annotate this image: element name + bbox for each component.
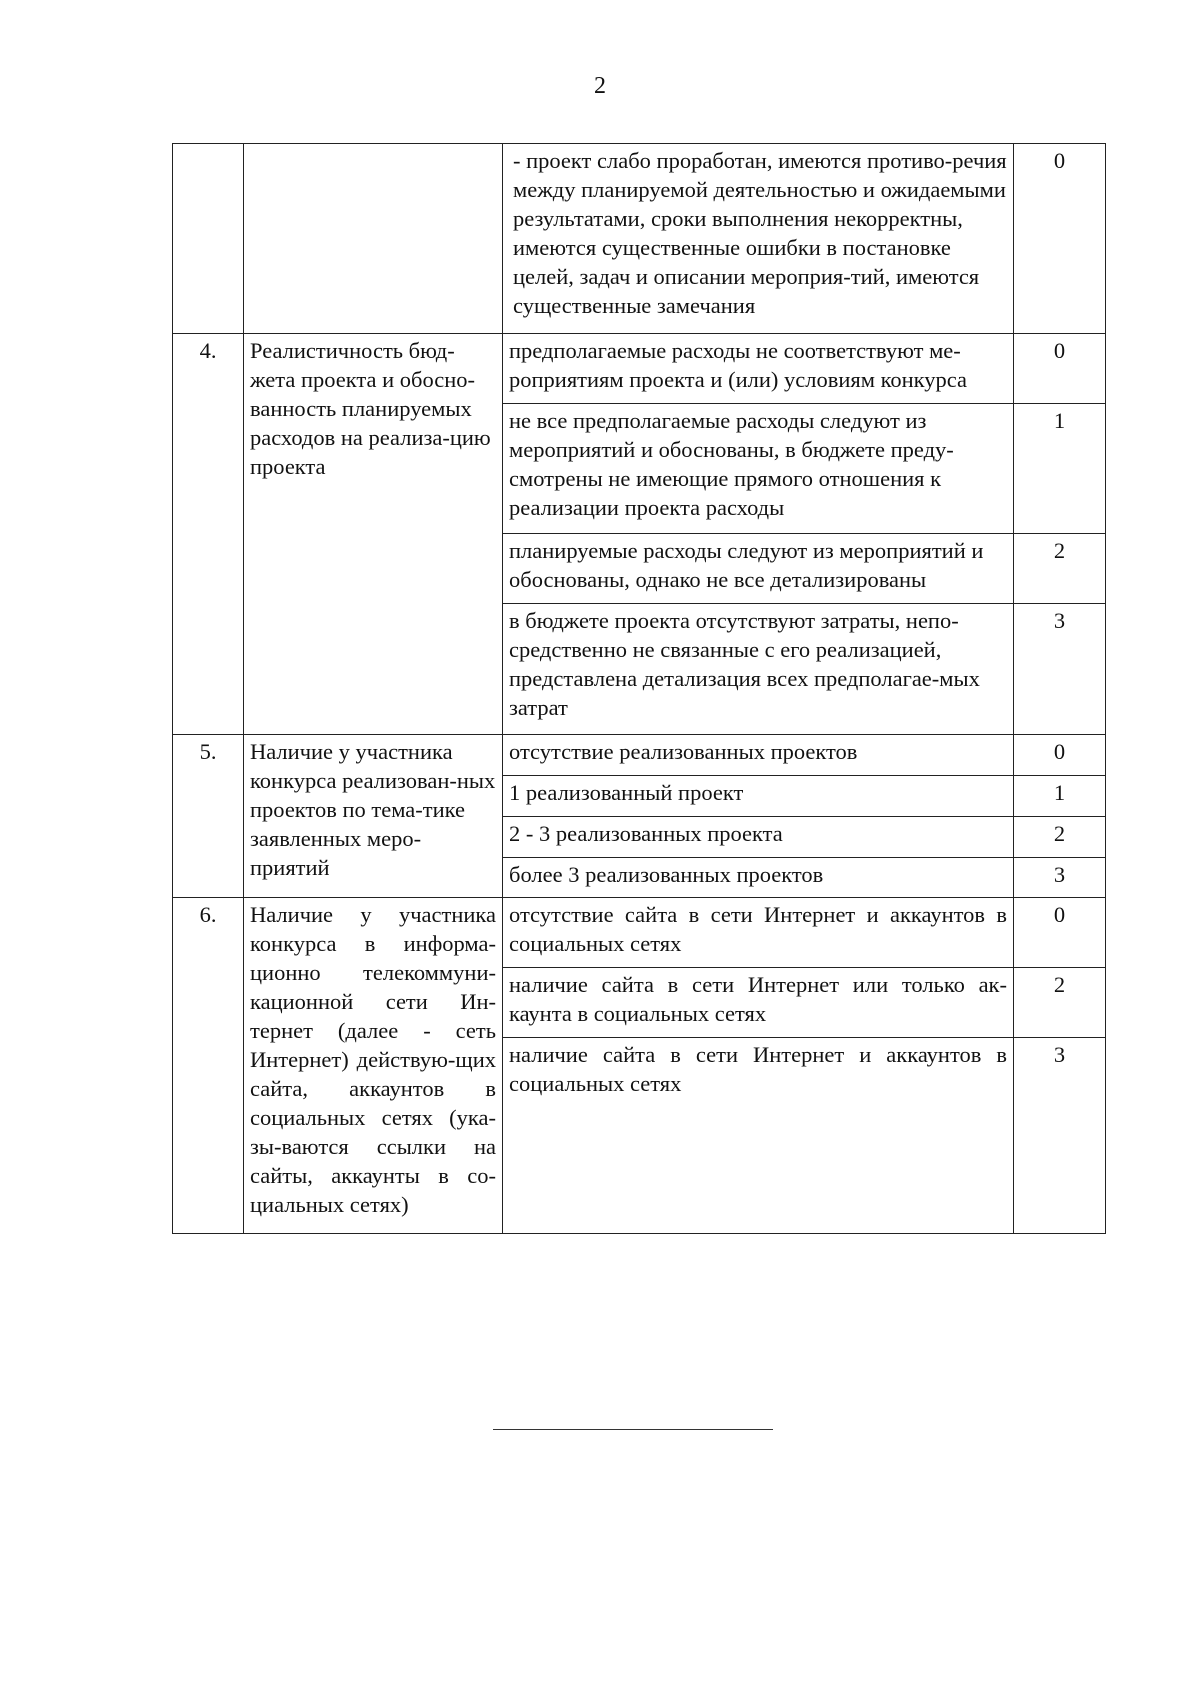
table-row bbox=[173, 735, 1106, 776]
level-score: 3 bbox=[1014, 604, 1106, 735]
table-row bbox=[173, 898, 1106, 968]
page-number: 2 bbox=[594, 73, 606, 99]
level-score: 1 bbox=[1014, 776, 1106, 817]
criterion-number: 6. bbox=[173, 898, 244, 1234]
level-score: 0 bbox=[1014, 735, 1106, 776]
criterion-name: Наличие у участника конкурса реализован-ных проектов по тема-тике заявленных меро-приятий bbox=[244, 735, 503, 898]
criteria-table bbox=[172, 143, 1106, 1234]
level-score: 2 bbox=[1014, 817, 1106, 858]
footer-rule bbox=[493, 1429, 773, 1430]
criterion-name: Реалистичность бюд-жета проекта и обосно-ванность планируемых расходов на реализа-цию проекта bbox=[244, 334, 503, 735]
level-score: 3 bbox=[1014, 1038, 1106, 1234]
criterion-number: 4. bbox=[173, 334, 244, 735]
level-description: отсутствие реализованных проектов bbox=[503, 735, 1014, 776]
level-description: в бюджете проекта отсутствуют затраты, непо-средственно не связанные с его реализацией, представлена детализация всех предполагае-мых затрат bbox=[503, 604, 1014, 735]
level-description: наличие сайта в сети Интернет и аккаунтов в социальных сетях bbox=[503, 1038, 1014, 1234]
level-score: 0 bbox=[1014, 334, 1106, 404]
level-description: 1 реализованный проект bbox=[503, 776, 1014, 817]
level-score: 1 bbox=[1014, 404, 1106, 534]
level-description: предполагаемые расходы не соответствуют ме-роприятиям проекта и (или) условиям конкурса bbox=[503, 334, 1014, 404]
level-score: 0 bbox=[1014, 898, 1106, 968]
level-description: отсутствие сайта в сети Интернет и аккаунтов в социальных сетях bbox=[503, 898, 1014, 968]
criterion-name: Наличие у участника конкурса в информа-ционно телекоммуни-кационной сети Ин-тернет (далее - сеть Интернет) действую-щих сайта, аккаунтов в социальных сетях (ука-зы-ваются ссылки на сайты, аккаунты в со-циальных сетях) bbox=[244, 898, 503, 1234]
level-score: 0 bbox=[1014, 144, 1106, 334]
criterion-name bbox=[244, 144, 503, 334]
level-description: наличие сайта в сети Интернет или только ак-каунта в социальных сетях bbox=[503, 968, 1014, 1038]
level-score: 2 bbox=[1014, 534, 1106, 604]
level-score: 3 bbox=[1014, 858, 1106, 898]
table-row bbox=[173, 334, 1106, 404]
level-description: - проект слабо проработан, имеются противо-речия между планируемой деятельностью и ожидаемыми результатами, сроки выполнения некорректны, имеются существенные ошибки в постановке целей, задач и описании мероприя-тий, имеются существенные замечания bbox=[503, 144, 1014, 334]
criterion-number bbox=[173, 144, 244, 334]
level-description: более 3 реализованных проектов bbox=[503, 858, 1014, 898]
level-description: 2 - 3 реализованных проекта bbox=[503, 817, 1014, 858]
level-score: 2 bbox=[1014, 968, 1106, 1038]
criterion-number: 5. bbox=[173, 735, 244, 898]
level-description: планируемые расходы следуют из мероприятий и обоснованы, однако не все детализированы bbox=[503, 534, 1014, 604]
level-description: не все предполагаемые расходы следуют из мероприятий и обоснованы, в бюджете преду-смотрены не имеющие прямого отношения к реализации проекта расходы bbox=[503, 404, 1014, 534]
table-row bbox=[173, 144, 1106, 334]
